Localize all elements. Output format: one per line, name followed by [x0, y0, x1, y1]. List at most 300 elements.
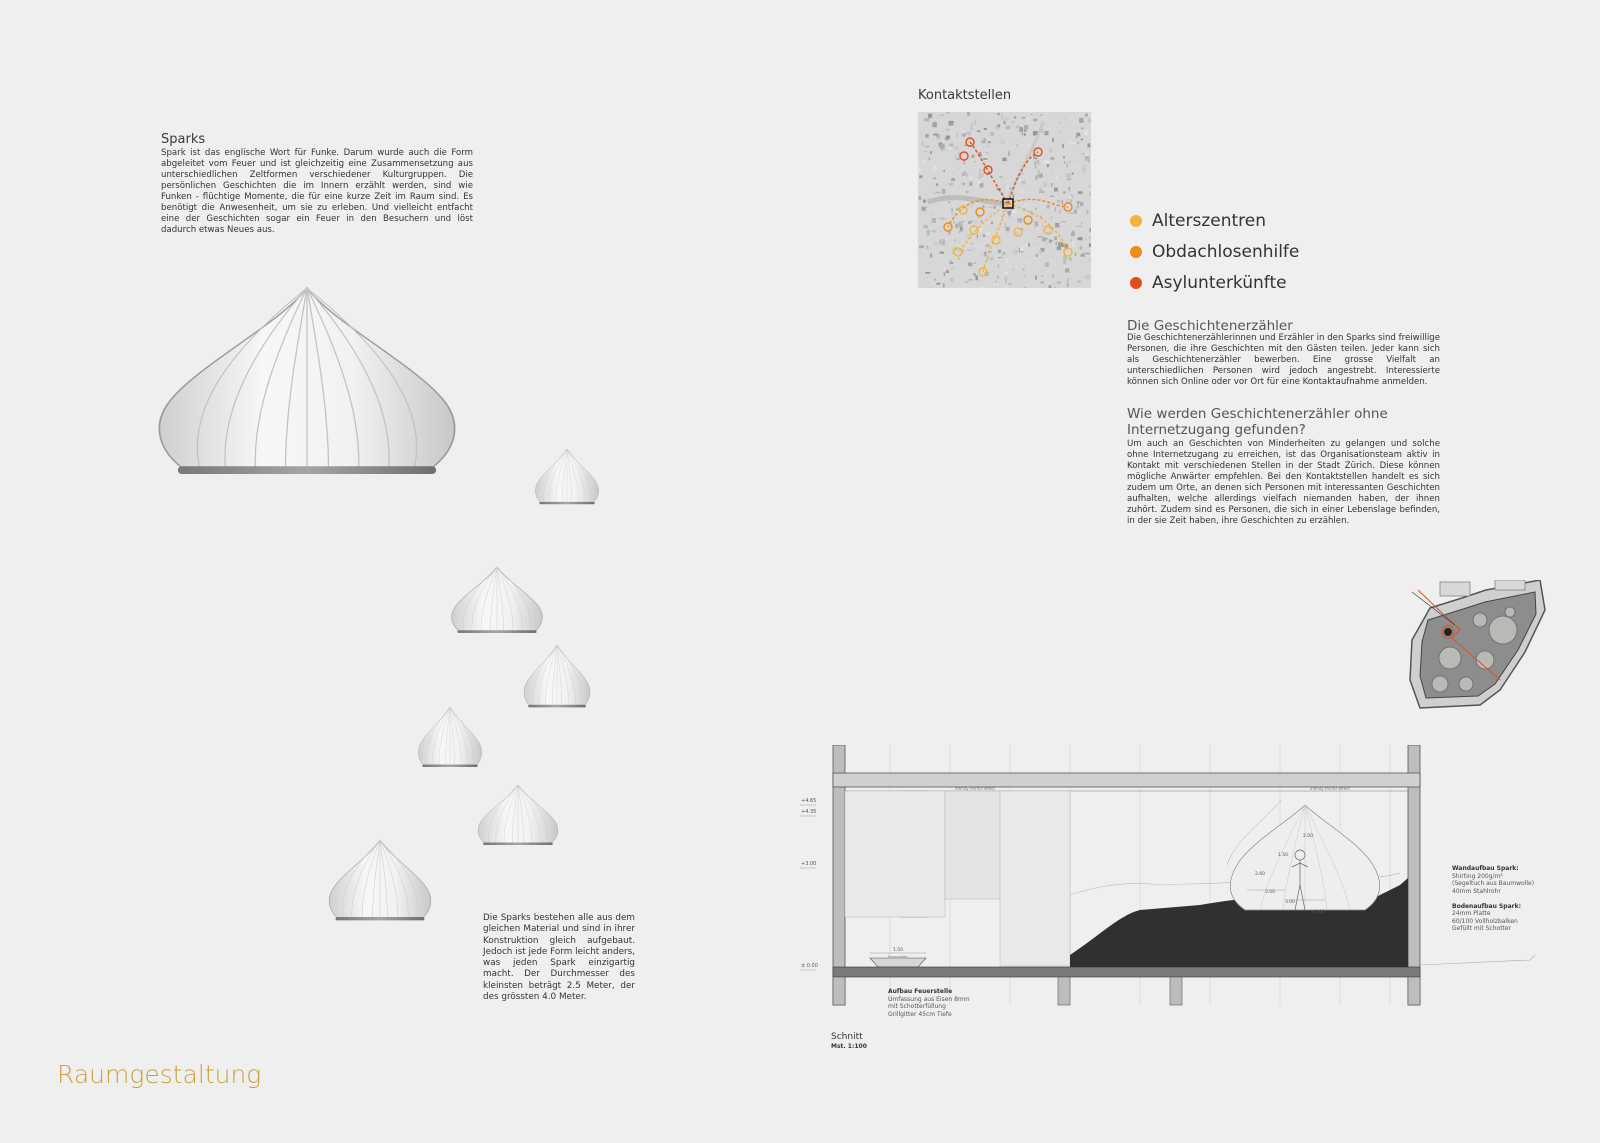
city-block — [1000, 192, 1001, 194]
contact-map-title: Kontaktstellen — [918, 88, 1012, 103]
city-block — [935, 249, 940, 252]
city-block — [1080, 246, 1083, 249]
city-block — [948, 202, 950, 203]
city-block — [936, 283, 940, 285]
city-block — [1032, 125, 1033, 128]
wall-construction-note: Wandaufbau Spark: Shirting 200g/m² (Segeltuch aus Baumwolle) 40mm Stahlrohr Bodenaufbau Spark: 24mm Platte 60/100 Vollholzbalken Gefüllt mit Schotter — [1452, 865, 1535, 932]
sparks-title: Sparks — [161, 132, 206, 147]
section-caption: Schnitt — [831, 1032, 863, 1042]
fire-pit-note: Aufbau Feuerstelle Umfassung aus Eisen 8mm mit Schotterfüllung Grillgitter 45cm Tiefe — [888, 988, 970, 1018]
city-block — [955, 224, 957, 229]
city-block — [983, 158, 988, 160]
city-block — [1061, 221, 1066, 222]
city-block — [1086, 275, 1090, 279]
city-block — [998, 264, 999, 267]
city-block — [953, 221, 955, 223]
city-block — [965, 285, 967, 288]
city-block — [1068, 188, 1071, 189]
city-block — [968, 221, 971, 224]
city-block — [1075, 175, 1078, 176]
city-block — [1050, 196, 1053, 197]
city-block — [1035, 160, 1039, 164]
city-block — [932, 218, 936, 223]
city-block — [996, 128, 998, 130]
city-block — [1071, 239, 1072, 242]
city-block — [919, 246, 924, 249]
city-block — [980, 286, 984, 288]
city-block — [1050, 149, 1052, 153]
city-block — [1054, 188, 1058, 192]
city-block — [1058, 122, 1062, 124]
city-block — [1056, 163, 1058, 164]
city-block — [1036, 254, 1038, 257]
city-block — [1038, 236, 1043, 237]
city-block — [997, 218, 1002, 220]
city-block — [962, 173, 966, 176]
city-block — [1069, 257, 1072, 261]
dim-label: +1.00 — [1311, 910, 1325, 915]
city-block — [1023, 228, 1024, 230]
city-block — [1077, 225, 1082, 227]
city-block — [988, 141, 991, 143]
city-block — [1089, 237, 1091, 239]
city-block — [1039, 250, 1041, 255]
city-block — [997, 113, 1000, 115]
city-block — [977, 181, 980, 183]
city-block — [1006, 186, 1009, 190]
city-block — [1025, 244, 1029, 247]
city-block — [956, 133, 958, 138]
city-block — [944, 218, 947, 219]
legend-item-alterszentren: Alterszentren — [1130, 205, 1299, 236]
city-block — [991, 222, 993, 225]
city-block — [957, 243, 960, 248]
city-block — [979, 228, 982, 232]
city-block — [936, 183, 938, 186]
city-block — [1012, 121, 1015, 123]
city-block — [933, 178, 936, 179]
city-block — [976, 276, 979, 281]
legend-item-obdachlosenhilfe: Obdachlosenhilfe — [1130, 236, 1299, 267]
city-block — [966, 191, 969, 193]
city-block — [1059, 132, 1061, 133]
city-block — [920, 256, 924, 259]
city-block — [977, 130, 981, 132]
city-block — [1063, 152, 1066, 155]
city-block — [1062, 200, 1064, 205]
city-block — [986, 258, 988, 260]
city-block — [1059, 210, 1060, 213]
city-block — [1052, 138, 1054, 142]
city-block — [1058, 242, 1063, 247]
city-block — [959, 221, 962, 225]
city-block — [984, 128, 987, 130]
city-block — [1018, 218, 1023, 223]
city-block — [1007, 211, 1011, 215]
city-block — [925, 118, 930, 121]
spark-small-5 — [478, 785, 558, 845]
city-block — [926, 247, 929, 249]
city-block — [1074, 166, 1078, 167]
city-block — [1081, 128, 1083, 129]
city-block — [1031, 113, 1032, 115]
city-block — [940, 137, 944, 140]
city-block — [971, 243, 973, 244]
city-block — [1084, 238, 1087, 240]
dim-label: 2.00 — [1303, 834, 1314, 839]
city-block — [919, 175, 922, 178]
city-block — [943, 170, 945, 172]
dim-label: 3.00 — [1285, 900, 1296, 905]
city-block — [970, 126, 974, 130]
city-block — [1022, 117, 1025, 119]
city-block — [1072, 142, 1077, 144]
city-block — [971, 124, 972, 127]
city-block — [1067, 179, 1071, 180]
city-block — [1042, 237, 1046, 241]
city-block — [974, 262, 976, 264]
city-block — [1009, 283, 1011, 284]
city-block — [953, 205, 955, 206]
city-block — [1005, 280, 1007, 282]
city-block — [965, 281, 968, 283]
city-block — [1022, 189, 1025, 192]
city-block — [925, 146, 929, 147]
city-block — [1037, 170, 1039, 175]
city-block — [968, 272, 971, 275]
city-block — [940, 144, 945, 149]
city-block — [1052, 274, 1053, 278]
city-block — [984, 252, 986, 257]
city-block — [929, 286, 930, 288]
spark-large — [159, 288, 454, 474]
city-block — [1024, 275, 1026, 278]
city-block — [922, 183, 925, 185]
city-block — [1033, 119, 1037, 122]
city-block — [956, 158, 960, 159]
city-block — [947, 112, 951, 113]
city-block — [922, 142, 925, 147]
city-block — [1045, 262, 1049, 267]
city-block — [958, 113, 962, 115]
city-block — [1054, 287, 1056, 289]
city-block — [1077, 281, 1081, 283]
city-block — [1033, 155, 1035, 159]
city-block — [1016, 126, 1020, 128]
page-title: Raumgestaltung — [57, 1060, 262, 1089]
city-block — [1067, 254, 1068, 255]
city-block — [1058, 172, 1061, 173]
city-block — [1006, 227, 1010, 231]
city-block — [946, 129, 949, 131]
city-block — [950, 121, 955, 123]
city-block — [1081, 139, 1083, 141]
city-block — [1055, 237, 1057, 240]
city-block — [1088, 143, 1091, 147]
city-block — [1047, 205, 1050, 208]
dot-icon — [1130, 215, 1142, 227]
city-block — [970, 176, 973, 180]
city-block — [979, 173, 984, 177]
city-block — [951, 178, 955, 181]
city-block — [1003, 211, 1005, 213]
city-block — [1085, 113, 1088, 116]
city-block — [960, 227, 963, 232]
city-block — [940, 115, 944, 116]
city-block — [1040, 186, 1044, 188]
city-block — [939, 240, 944, 245]
section-scale: Mst. 1:100 — [831, 1043, 867, 1050]
city-block — [1003, 252, 1006, 255]
city-block — [1013, 250, 1018, 255]
city-block — [1023, 268, 1025, 270]
spark-small-1 — [535, 449, 598, 504]
city-block — [1020, 247, 1024, 251]
city-block — [1056, 242, 1057, 246]
city-block — [1025, 262, 1030, 264]
city-block — [1062, 144, 1064, 148]
city-block — [950, 262, 954, 264]
city-block — [1024, 125, 1028, 130]
mirror-label: infinity mirror effect — [1310, 786, 1350, 791]
city-block — [1089, 192, 1091, 195]
city-block — [944, 267, 946, 270]
city-block — [979, 147, 981, 150]
city-block — [1075, 207, 1079, 209]
city-block — [1082, 170, 1086, 173]
city-block — [949, 143, 954, 146]
city-block — [945, 138, 948, 139]
city-block — [988, 145, 990, 146]
city-block — [1049, 239, 1052, 243]
city-block — [969, 140, 971, 142]
dot-icon — [1130, 277, 1142, 289]
city-block — [927, 230, 930, 235]
city-block — [1077, 201, 1081, 203]
city-block — [933, 166, 936, 170]
city-block — [1002, 216, 1003, 217]
city-block — [951, 268, 954, 270]
city-block — [1057, 281, 1062, 284]
city-block — [1075, 253, 1076, 256]
city-block — [982, 178, 985, 179]
city-block — [1014, 116, 1016, 118]
city-block — [964, 171, 966, 173]
city-block — [989, 180, 991, 181]
city-block — [973, 182, 974, 183]
city-block — [1012, 268, 1014, 271]
city-block — [1067, 283, 1069, 287]
city-block — [1088, 186, 1091, 188]
city-block — [923, 200, 926, 203]
city-block — [1041, 275, 1044, 276]
city-block — [1047, 243, 1049, 245]
spark-small-4 — [418, 707, 481, 767]
city-block — [998, 257, 1002, 258]
city-block — [928, 157, 931, 160]
city-block — [921, 135, 923, 138]
city-block — [1040, 114, 1042, 116]
city-block — [925, 272, 930, 274]
city-block — [980, 246, 984, 249]
city-block — [1001, 256, 1003, 257]
city-block — [998, 124, 1001, 127]
city-block — [981, 140, 986, 143]
city-block — [1055, 115, 1059, 118]
city-block — [1047, 135, 1049, 139]
city-block — [1057, 200, 1060, 203]
city-block — [1004, 272, 1008, 275]
city-block — [980, 183, 984, 188]
city-block — [943, 149, 946, 151]
level-label: +4.65 — [801, 798, 817, 804]
city-block — [1004, 117, 1007, 121]
city-block — [997, 275, 998, 279]
city-block — [995, 280, 997, 283]
city-block — [1028, 118, 1030, 122]
city-block — [936, 115, 938, 119]
city-block — [1051, 183, 1053, 187]
city-block — [1004, 277, 1007, 280]
city-block — [1011, 283, 1012, 285]
city-block — [949, 183, 954, 185]
city-block — [1077, 142, 1079, 145]
city-block — [984, 238, 989, 240]
city-block — [1035, 276, 1037, 280]
city-block — [1010, 277, 1011, 282]
city-block — [966, 173, 968, 177]
city-block — [1006, 258, 1008, 263]
question-title: Wie werden Geschichtenerzähler ohne Internetzugang gefunden? — [1127, 406, 1388, 438]
city-block — [1069, 213, 1072, 214]
city-block — [1066, 173, 1071, 178]
city-block — [1078, 237, 1083, 240]
city-block — [925, 134, 929, 138]
city-block — [1081, 255, 1085, 257]
city-block — [951, 213, 955, 216]
city-block — [1016, 139, 1018, 140]
city-block — [942, 189, 946, 194]
city-block — [940, 252, 945, 254]
city-block — [1000, 134, 1001, 138]
city-block — [923, 160, 926, 164]
city-block — [1090, 187, 1092, 190]
city-block — [1063, 191, 1066, 193]
city-block — [1082, 165, 1087, 169]
city-block — [1028, 243, 1030, 247]
city-block — [1002, 158, 1006, 162]
level-label: ± 0.00 — [801, 963, 818, 969]
city-block — [1051, 216, 1053, 218]
city-block — [1087, 222, 1089, 224]
dim-label: 1.50 — [1278, 853, 1289, 858]
city-block — [931, 214, 933, 216]
city-block — [1065, 268, 1069, 272]
storytellers-title: Die Geschichtenerzähler — [1127, 318, 1293, 334]
city-block — [1035, 167, 1036, 169]
city-block — [948, 265, 951, 269]
city-block — [958, 258, 960, 259]
city-block — [928, 114, 932, 119]
fire-label: Feuerstelle — [888, 955, 908, 959]
city-block — [936, 192, 940, 193]
city-block — [1012, 209, 1017, 213]
dim-label: 2.60 — [1255, 872, 1266, 877]
city-block — [1033, 243, 1037, 245]
city-block — [994, 206, 996, 209]
city-block — [1051, 254, 1055, 258]
city-block — [1089, 243, 1091, 247]
city-block — [980, 253, 985, 257]
city-block — [1022, 150, 1025, 154]
city-block — [954, 240, 956, 241]
city-block — [941, 133, 945, 137]
city-block — [982, 205, 984, 208]
city-block — [962, 221, 964, 222]
dot-icon — [1130, 246, 1142, 258]
city-block — [1049, 285, 1052, 288]
city-block — [1044, 131, 1048, 135]
city-block — [1036, 143, 1040, 146]
city-block — [1029, 277, 1030, 281]
city-block — [988, 206, 993, 208]
city-block — [930, 253, 932, 258]
city-block — [1041, 223, 1043, 227]
city-block — [1035, 208, 1037, 210]
city-block — [958, 168, 960, 169]
city-block — [1071, 185, 1074, 189]
city-block — [1078, 191, 1083, 194]
city-block — [929, 243, 932, 246]
city-block — [932, 122, 937, 127]
city-block — [974, 161, 977, 162]
city-block — [1024, 133, 1026, 136]
city-block — [1041, 281, 1044, 283]
city-block — [967, 226, 970, 228]
city-block — [999, 176, 1002, 178]
city-block — [974, 274, 976, 277]
city-block — [1052, 282, 1056, 285]
city-block — [973, 122, 977, 124]
city-block — [1043, 160, 1048, 163]
city-block — [967, 131, 972, 134]
city-block — [1071, 232, 1075, 237]
city-block — [1089, 228, 1091, 232]
city-block — [919, 196, 922, 199]
city-block — [1004, 121, 1006, 124]
city-block — [1082, 253, 1085, 254]
city-block — [1075, 136, 1078, 138]
city-block — [1055, 223, 1059, 228]
city-block — [978, 116, 983, 119]
city-block — [979, 169, 981, 174]
city-block — [1039, 189, 1042, 193]
city-block — [962, 129, 963, 133]
city-block — [986, 233, 990, 235]
city-block — [1006, 126, 1011, 129]
city-block — [1087, 210, 1089, 214]
city-block — [965, 216, 966, 218]
city-block — [960, 239, 964, 242]
legend-item-asylunterkuenfte: Asylunterkünfte — [1130, 267, 1299, 298]
city-block — [1085, 156, 1090, 161]
city-block — [1013, 194, 1015, 198]
city-block — [1063, 126, 1064, 128]
city-block — [983, 235, 986, 237]
city-block — [934, 136, 935, 140]
city-block — [962, 133, 966, 136]
city-block — [946, 270, 949, 273]
